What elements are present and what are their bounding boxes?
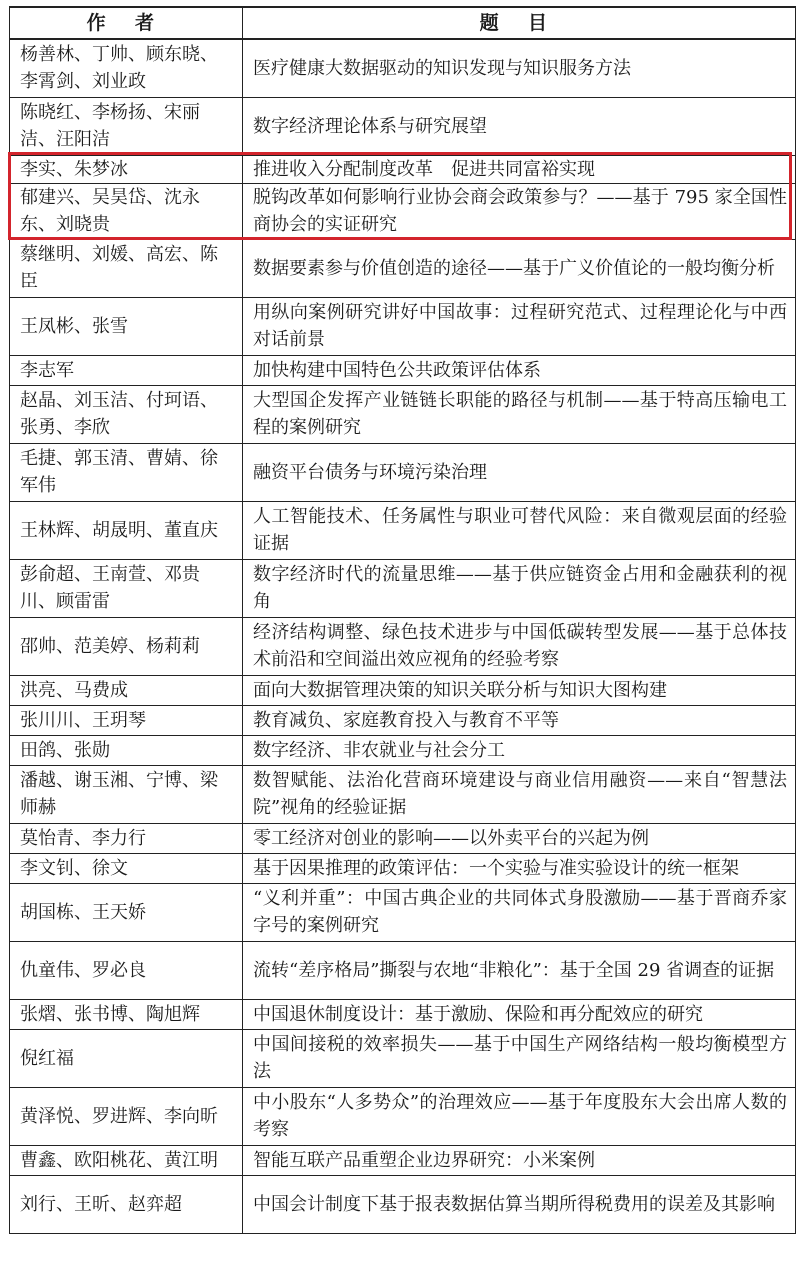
- title-cell: 基于因果推理的政策评估：一个实验与准实验设计的统一框架: [243, 853, 796, 883]
- author-cell: 李志军: [10, 355, 243, 385]
- author-cell: 赵晶、刘玉洁、付珂语、张勇、李欣: [10, 385, 243, 443]
- author-cell: 杨善林、丁帅、顾东晓、李霄剑、刘业政: [10, 39, 243, 97]
- table-row: [10, 765, 796, 823]
- title-cell: “义利并重”：中国古典企业的共同体式身股激励——基于晋商乔家字号的案例研究: [243, 883, 796, 941]
- table-row: [10, 1029, 796, 1087]
- title-cell: 流转“差序格局”撕裂与农地“非粮化”：基于全国 29 省调查的证据: [243, 941, 796, 999]
- author-cell: 毛捷、郭玉清、曹婧、徐军伟: [10, 443, 243, 501]
- title-cell: 数智赋能、法治化营商环境建设与商业信用融资——来自“智慧法院”视角的经验证据: [243, 765, 796, 823]
- table-row: [10, 501, 796, 559]
- author-cell: 张熠、张书博、陶旭辉: [10, 999, 243, 1029]
- title-cell: 数字经济理论体系与研究展望: [243, 97, 796, 155]
- author-cell: 刘行、王昕、赵弈超: [10, 1175, 243, 1233]
- author-cell: 田鸽、张勋: [10, 735, 243, 765]
- table-row: [10, 97, 796, 155]
- author-cell: 王林辉、胡晟明、董直庆: [10, 501, 243, 559]
- author-cell: 王凤彬、张雪: [10, 297, 243, 355]
- author-cell: 洪亮、马费成: [10, 675, 243, 705]
- title-cell: 医疗健康大数据驱动的知识发现与知识服务方法: [243, 39, 796, 97]
- title-cell: 中国会计制度下基于报表数据估算当期所得税费用的误差及其影响: [243, 1175, 796, 1233]
- table-row: [10, 735, 796, 765]
- table-row: [10, 1145, 796, 1175]
- table-body: [10, 39, 796, 1233]
- author-cell: 倪红福: [10, 1029, 243, 1087]
- table-row: [10, 239, 796, 297]
- table-row: [10, 297, 796, 355]
- author-cell: 李实、朱梦冰: [10, 155, 243, 183]
- title-cell: 大型国企发挥产业链链长职能的路径与机制——基于特高压输电工程的案例研究: [243, 385, 796, 443]
- table-row: [10, 39, 796, 97]
- table-row: [10, 675, 796, 705]
- table-row: [10, 941, 796, 999]
- author-cell: 莫怡青、李力行: [10, 823, 243, 853]
- title-cell: 人工智能技术、任务属性与职业可替代风险：来自微观层面的经验证据: [243, 501, 796, 559]
- paper-list-table: [9, 6, 796, 1234]
- title-cell: 教育减负、家庭教育投入与教育不平等: [243, 705, 796, 735]
- author-cell: 邵帅、范美婷、杨莉莉: [10, 617, 243, 675]
- author-cell: 彭俞超、王南萱、邓贵川、顾雷雷: [10, 559, 243, 617]
- table-row: [10, 617, 796, 675]
- title-cell: 中国退休制度设计：基于激励、保险和再分配效应的研究: [243, 999, 796, 1029]
- table-row: [10, 999, 796, 1029]
- author-cell: 陈晓红、李杨扬、宋丽洁、汪阳洁: [10, 97, 243, 155]
- title-cell: 推进收入分配制度改革 促进共同富裕实现: [243, 155, 796, 183]
- title-cell: 面向大数据管理决策的知识关联分析与知识大图构建: [243, 675, 796, 705]
- author-cell: 李文钊、徐文: [10, 853, 243, 883]
- title-cell: 加快构建中国特色公共政策评估体系: [243, 355, 796, 385]
- title-cell: 数字经济、非农就业与社会分工: [243, 735, 796, 765]
- author-cell: 张川川、王玥琴: [10, 705, 243, 735]
- table-row: [10, 883, 796, 941]
- title-cell: 中国间接税的效率损失——基于中国生产网络结构一般均衡模型方法: [243, 1029, 796, 1087]
- author-cell: 潘越、谢玉湘、宁博、梁师赫: [10, 765, 243, 823]
- title-cell: 融资平台债务与环境污染治理: [243, 443, 796, 501]
- table-header-row: [10, 7, 796, 39]
- title-cell: 智能互联产品重塑企业边界研究：小米案例: [243, 1145, 796, 1175]
- title-cell: 中小股东“人多势众”的治理效应——基于年度股东大会出席人数的考察: [243, 1087, 796, 1145]
- table-row: [10, 183, 796, 239]
- table-row: [10, 705, 796, 735]
- author-cell: 蔡继明、刘媛、高宏、陈臣: [10, 239, 243, 297]
- title-cell: 用纵向案例研究讲好中国故事：过程研究范式、过程理论化与中西对话前景: [243, 297, 796, 355]
- title-cell: 数据要素参与价值创造的途径——基于广义价值论的一般均衡分析: [243, 239, 796, 297]
- title-cell: 零工经济对创业的影响——以外卖平台的兴起为例: [243, 823, 796, 853]
- title-column-header: 题 目: [243, 7, 796, 39]
- table-row: [10, 355, 796, 385]
- table-row: [10, 443, 796, 501]
- title-cell: 脱钩改革如何影响行业协会商会政策参与？——基于 795 家全国性商协会的实证研究: [243, 183, 796, 239]
- table-row: [10, 155, 796, 183]
- author-cell: 郁建兴、吴昊岱、沈永东、刘晓贵: [10, 183, 243, 239]
- table-row: [10, 1175, 796, 1233]
- title-cell: 数字经济时代的流量思维——基于供应链资金占用和金融获利的视角: [243, 559, 796, 617]
- table-row: [10, 823, 796, 853]
- author-cell: 仇童伟、罗必良: [10, 941, 243, 999]
- author-cell: 黄泽悦、罗进辉、李向昕: [10, 1087, 243, 1145]
- table-row: [10, 559, 796, 617]
- table-row: [10, 1087, 796, 1145]
- table-row: [10, 853, 796, 883]
- author-cell: 胡国栋、王天娇: [10, 883, 243, 941]
- title-cell: 经济结构调整、绿色技术进步与中国低碳转型发展——基于总体技术前沿和空间溢出效应视角的经验考察: [243, 617, 796, 675]
- author-column-header: 作 者: [10, 7, 243, 39]
- author-cell: 曹鑫、欧阳桃花、黄江明: [10, 1145, 243, 1175]
- table-row: [10, 385, 796, 443]
